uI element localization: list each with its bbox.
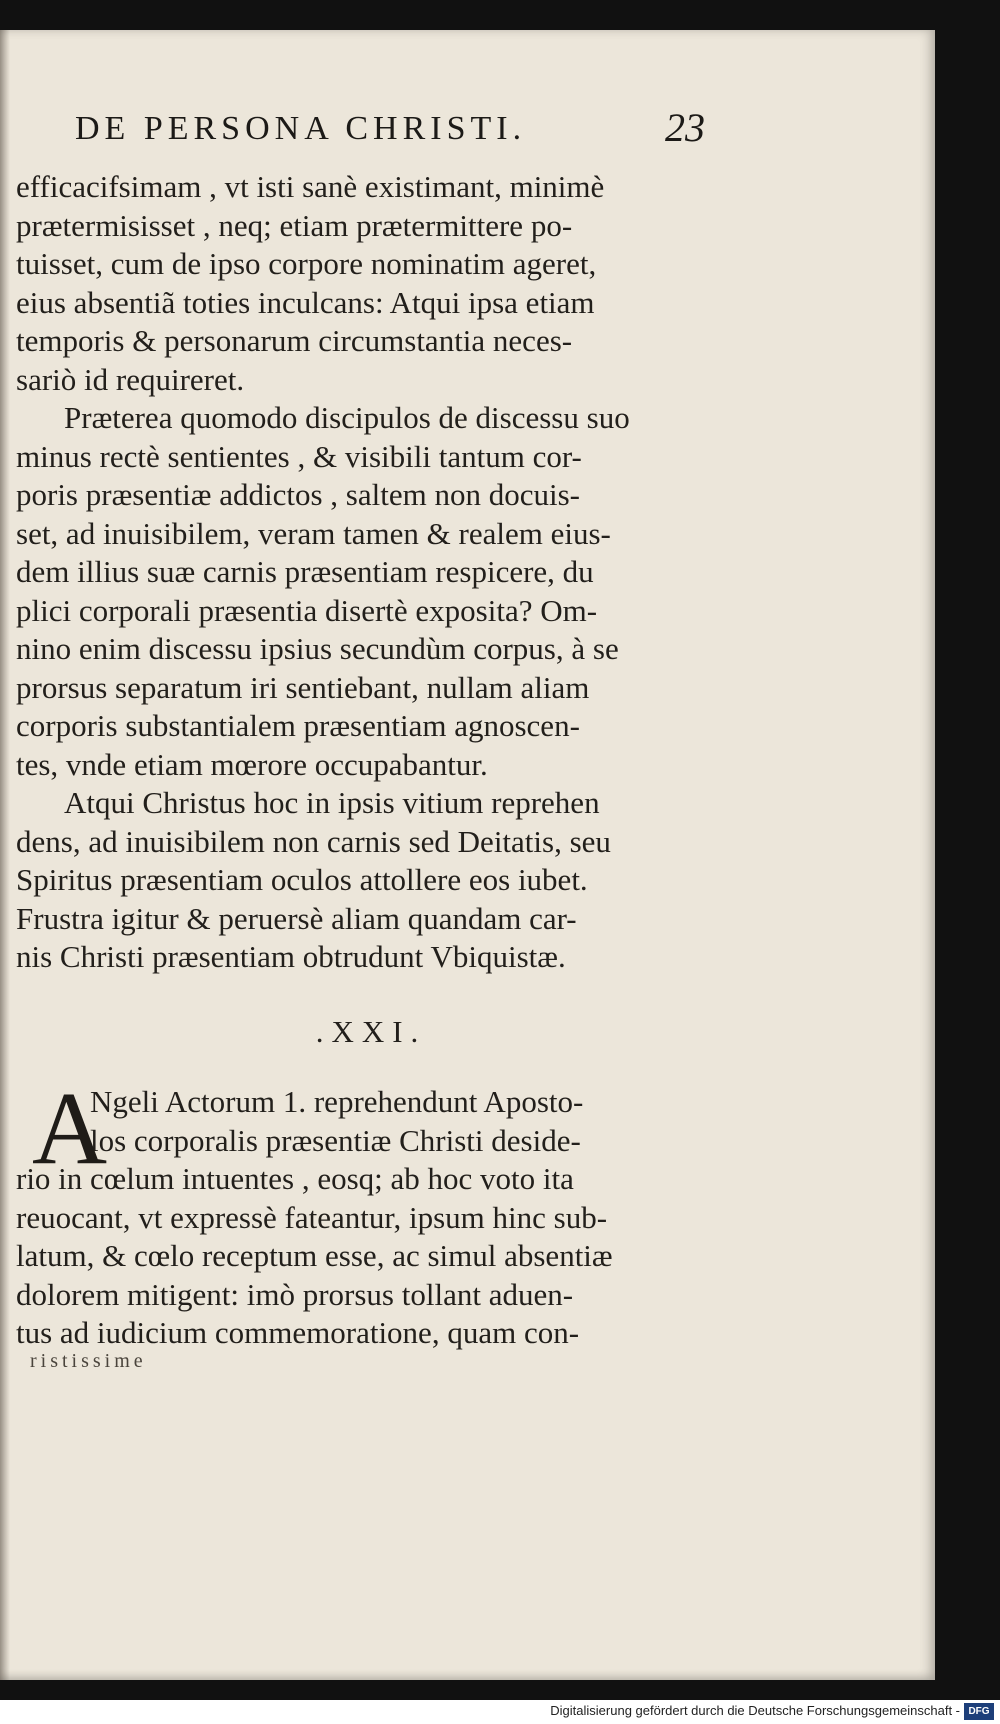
text-line: plici corporali prӕsentia disertè exposita? Om- (16, 592, 598, 628)
text-line: nino enim discessu ipsius secundùm corpus, à se (16, 631, 619, 666)
text-line: reuocant, vt expressè fateantur, ipsum hinc sub- (16, 1199, 608, 1235)
text-line: Prӕterea quomodo discipulos de discessu suo (64, 400, 630, 435)
paragraph-3 (16, 784, 686, 977)
text-line: Atqui Christus hoc in ipsis vitium reprehen (64, 785, 600, 820)
text-line: eius absentiã toties inculcans: Atqui ipsa etiam (16, 284, 595, 320)
running-title: DE PERSONA CHRISTI. (75, 110, 527, 147)
running-head (75, 105, 705, 160)
text-line: temporis & personarum circumstantia neces- (16, 323, 573, 358)
text-line: prorsus separatum iri sentiebant, nullam aliam (16, 669, 590, 705)
page-gutter-shadow (0, 30, 10, 1680)
text-line: poris præsentiæ addictos , saltem non docuis- (16, 477, 580, 512)
text-line: dem illius suæ carnis præsentiam respicere, du (16, 554, 594, 589)
text-line: minus rectè sentientes , & visibili tantum cor- (16, 438, 582, 474)
text-line: dens, ad inuisibilem non carnis sed Deitatis, seu (16, 823, 611, 859)
text-line: latum, & cœlo receptum esse, ac simul absentiæ (16, 1238, 613, 1273)
text-line: Spiritus prӕsentiam oculos attollere eos iubet. (16, 862, 588, 897)
text-line: rio in cœlum intuentes , eosq; ab hoc voto ita (16, 1161, 574, 1196)
text-line: set, ad inuisibilem, veram tamen & realem eius- (16, 515, 611, 551)
paragraph-1 (16, 168, 686, 399)
text-line: corporis substantialem præsentiam agnoscen- (16, 708, 580, 743)
text-line: efficacifsimam , vt isti sanè existimant, minimè (16, 169, 605, 204)
body-text (16, 168, 686, 1353)
text-line: nis Christi præsentiam obtrudunt Vbiquistæ. (16, 939, 566, 974)
text-line: prætermisisset , neq; etiam prætermittere po- (16, 207, 573, 243)
footer-credit: Digitalisierung gefördert durch die Deutsche Forschungsgemeinschaft - (550, 1703, 960, 1718)
text-line: Ngeli Actorum 1. reprehendunt Aposto- (90, 1084, 584, 1119)
dfg-logo-icon: DFG (964, 1703, 994, 1720)
footer-bar (0, 1700, 1000, 1724)
text-line: tus ad iudicium commemoratione, quam con- (16, 1315, 580, 1350)
text-line: los corporalis præsentiæ Christi deside- (90, 1122, 581, 1158)
page-number: 23 (665, 105, 705, 150)
paragraph-2 (16, 399, 686, 784)
section-paragraph (16, 1071, 686, 1353)
text-line: dolorem mitigent: imò prorsus tollant aduen- (16, 1276, 574, 1312)
text-line: tes, vnde etiam mœrore occupabantur. (16, 746, 488, 782)
text-line: sariò id requireret. (16, 361, 245, 397)
text-line: tuisset, cum de ipso corpore nominatim ageret, (16, 246, 597, 281)
text-line: Frustra igitur & peruersè aliam quandam car- (16, 900, 577, 936)
section-number: .XXI. (315, 1013, 427, 1049)
catchword: ristissime (30, 1350, 147, 1372)
drop-cap: A (32, 1071, 108, 1186)
